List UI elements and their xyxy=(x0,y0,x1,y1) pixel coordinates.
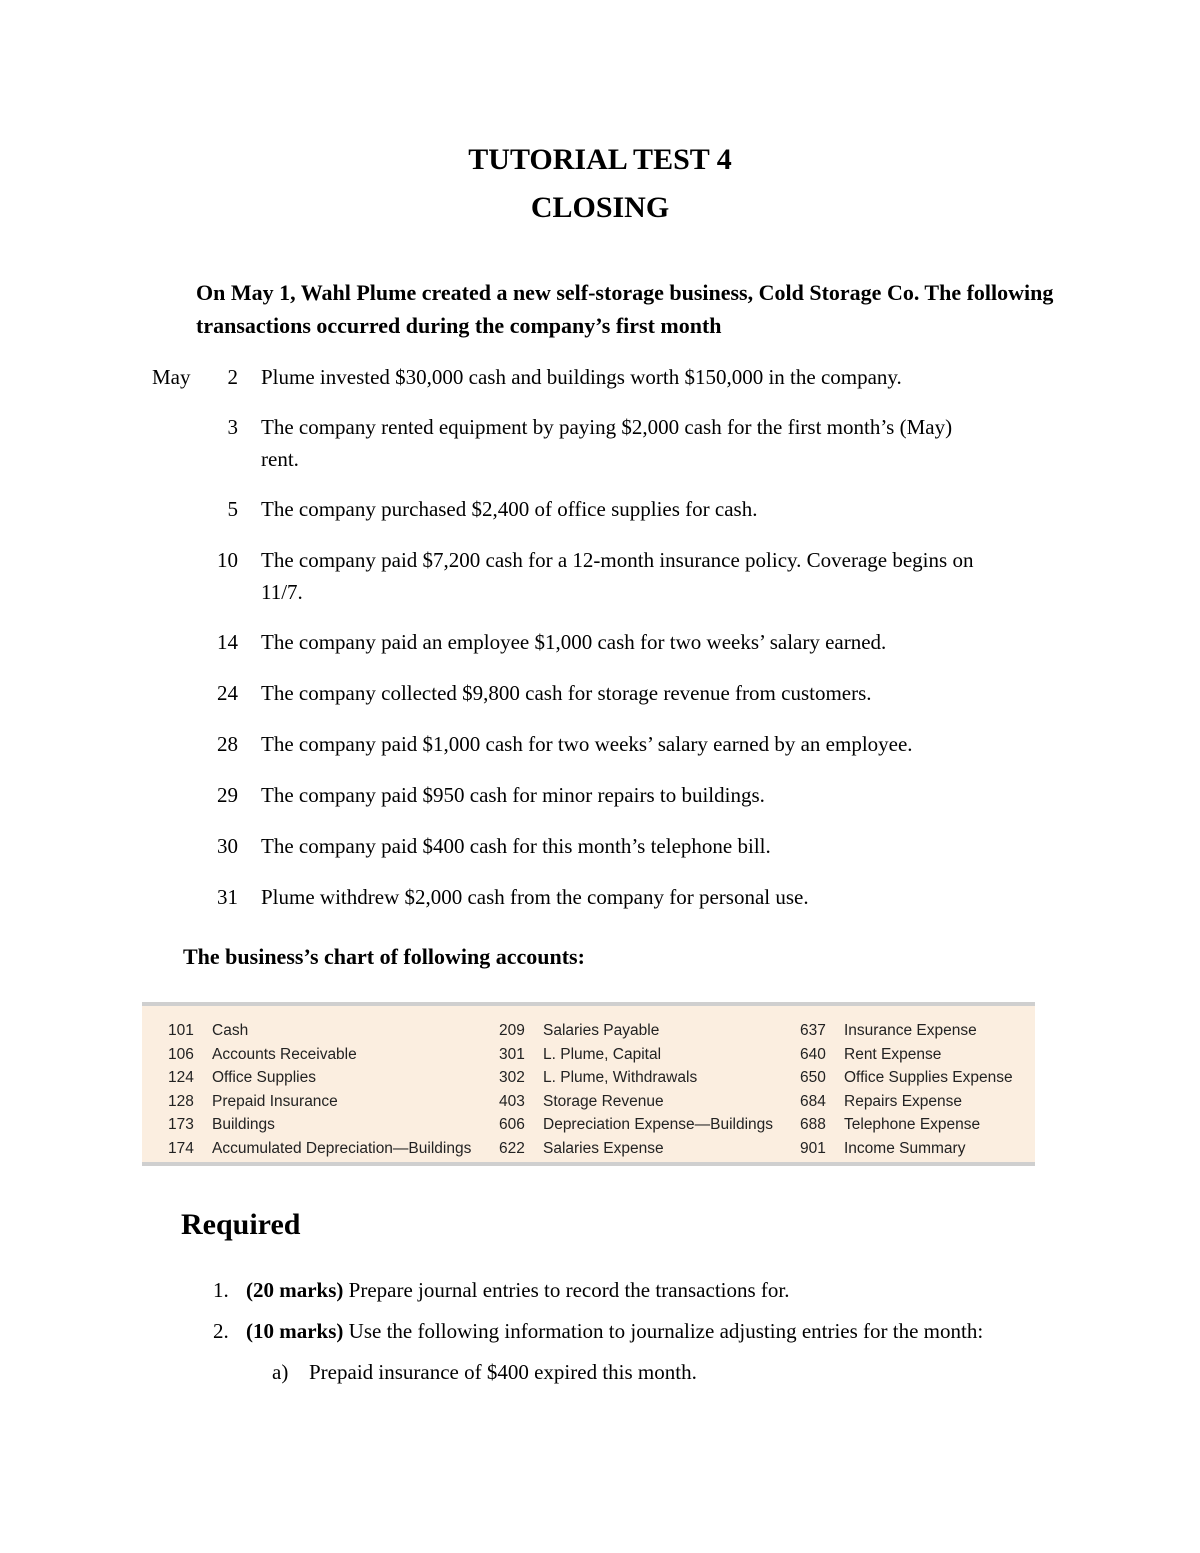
transaction-day: 3 xyxy=(227,415,238,439)
transaction-day: 30 xyxy=(217,834,238,858)
transaction-day: 2 xyxy=(227,365,238,389)
sub-item-text: Prepaid insurance of $400 expired this month. xyxy=(309,1360,697,1384)
transaction-day: 28 xyxy=(217,732,238,756)
transaction-day: 31 xyxy=(217,885,238,909)
page-title: TUTORIAL TEST 4 xyxy=(468,143,732,176)
account-name: Repairs Expense xyxy=(844,1092,963,1110)
account-name: Telephone Expense xyxy=(844,1116,981,1134)
account-number: 302 xyxy=(499,1069,525,1087)
account-number: 684 xyxy=(800,1092,826,1110)
transaction-text: Plume withdrew $2,000 cash from the company for personal use. xyxy=(261,885,809,909)
transaction-day: 24 xyxy=(217,681,238,705)
transaction-day: 29 xyxy=(217,783,238,807)
transaction-day: 14 xyxy=(217,630,238,654)
account-number: 106 xyxy=(168,1045,194,1063)
required-item-text xyxy=(246,1275,790,1305)
account-name: Depreciation Expense—Buildings xyxy=(543,1116,774,1134)
account-number: 174 xyxy=(168,1139,194,1157)
transaction-text: The company paid an employee $1,000 cash for two weeks’ salary earned. xyxy=(261,630,887,654)
required-item-text xyxy=(246,1316,983,1346)
account-number: 606 xyxy=(499,1116,525,1134)
account-number: 124 xyxy=(168,1069,194,1087)
account-number: 173 xyxy=(168,1116,194,1134)
account-name: Office Supplies xyxy=(212,1069,316,1087)
account-name: Prepaid Insurance xyxy=(212,1092,338,1110)
account-name: Cash xyxy=(212,1022,249,1039)
account-name: Buildings xyxy=(212,1116,275,1134)
page-subtitle: CLOSING xyxy=(530,191,670,224)
account-name: Accounts Receivable xyxy=(212,1045,357,1063)
transaction-text: Plume invested $30,000 cash and buildings worth $150,000 in the company. xyxy=(261,365,902,389)
account-name: Insurance Expense xyxy=(844,1022,977,1039)
account-number: 901 xyxy=(800,1139,826,1157)
account-number: 688 xyxy=(800,1116,826,1134)
account-name: Salaries Expense xyxy=(543,1139,664,1157)
account-number: 301 xyxy=(499,1045,525,1063)
sub-item-letter: a) xyxy=(272,1360,289,1384)
account-number: 650 xyxy=(800,1069,826,1087)
transaction-text: The company paid $1,000 cash for two weeks’ salary earned by an employee. xyxy=(261,732,913,756)
intro-paragraph: On May 1, Wahl Plume created a new self-storage business, Cold Storage Co. The following transactions occurred during the company’s first month xyxy=(196,280,1054,338)
required-item-marks: (20 marks) xyxy=(246,1278,344,1302)
transaction-month: May xyxy=(152,365,191,389)
account-number: 128 xyxy=(168,1092,194,1110)
account-name: Storage Revenue xyxy=(543,1092,664,1110)
account-number: 637 xyxy=(800,1022,826,1039)
transaction-text: The company paid $950 cash for minor repairs to buildings. xyxy=(261,783,765,807)
account-number: 403 xyxy=(499,1092,525,1110)
transaction-day: 10 xyxy=(217,548,238,572)
required-item-description: Prepare journal entries to record the transactions for. xyxy=(343,1278,790,1302)
transaction-text: The company purchased $2,400 of office supplies for cash. xyxy=(261,497,758,521)
account-name: Salaries Payable xyxy=(543,1022,660,1039)
transaction-text: The company paid $400 cash for this month’s telephone bill. xyxy=(261,834,771,858)
transaction-text: The company rented equipment by paying $2,000 cash for the first month’s (May) rent. xyxy=(261,415,953,471)
required-item-description: Use the following information to journalize adjusting entries for the month: xyxy=(343,1319,984,1343)
account-number: 622 xyxy=(499,1139,525,1157)
account-name: Rent Expense xyxy=(844,1045,942,1063)
transaction-text: The company paid $7,200 cash for a 12-month insurance policy. Coverage begins on 11/7. xyxy=(261,548,974,604)
account-number: 209 xyxy=(499,1022,525,1039)
account-name: Office Supplies Expense xyxy=(844,1069,1013,1087)
required-heading: Required xyxy=(181,1208,301,1241)
account-name: Accumulated Depreciation—Buildings xyxy=(212,1139,472,1157)
accounts-heading: The business’s chart of following accounts: xyxy=(183,944,585,969)
required-item-marks: (10 marks) xyxy=(246,1319,344,1343)
transaction-text: The company collected $9,800 cash for storage revenue from customers. xyxy=(261,681,872,705)
transaction-day: 5 xyxy=(227,497,238,521)
account-name: L. Plume, Capital xyxy=(543,1045,662,1063)
account-name: L. Plume, Withdrawals xyxy=(543,1069,698,1087)
account-number: 101 xyxy=(168,1022,194,1039)
chart-of-accounts-table xyxy=(142,1002,1035,1166)
account-number: 640 xyxy=(800,1045,826,1063)
account-name: Income Summary xyxy=(844,1139,966,1157)
required-item-number: 1. xyxy=(213,1278,229,1302)
required-item-number: 2. xyxy=(213,1319,229,1343)
